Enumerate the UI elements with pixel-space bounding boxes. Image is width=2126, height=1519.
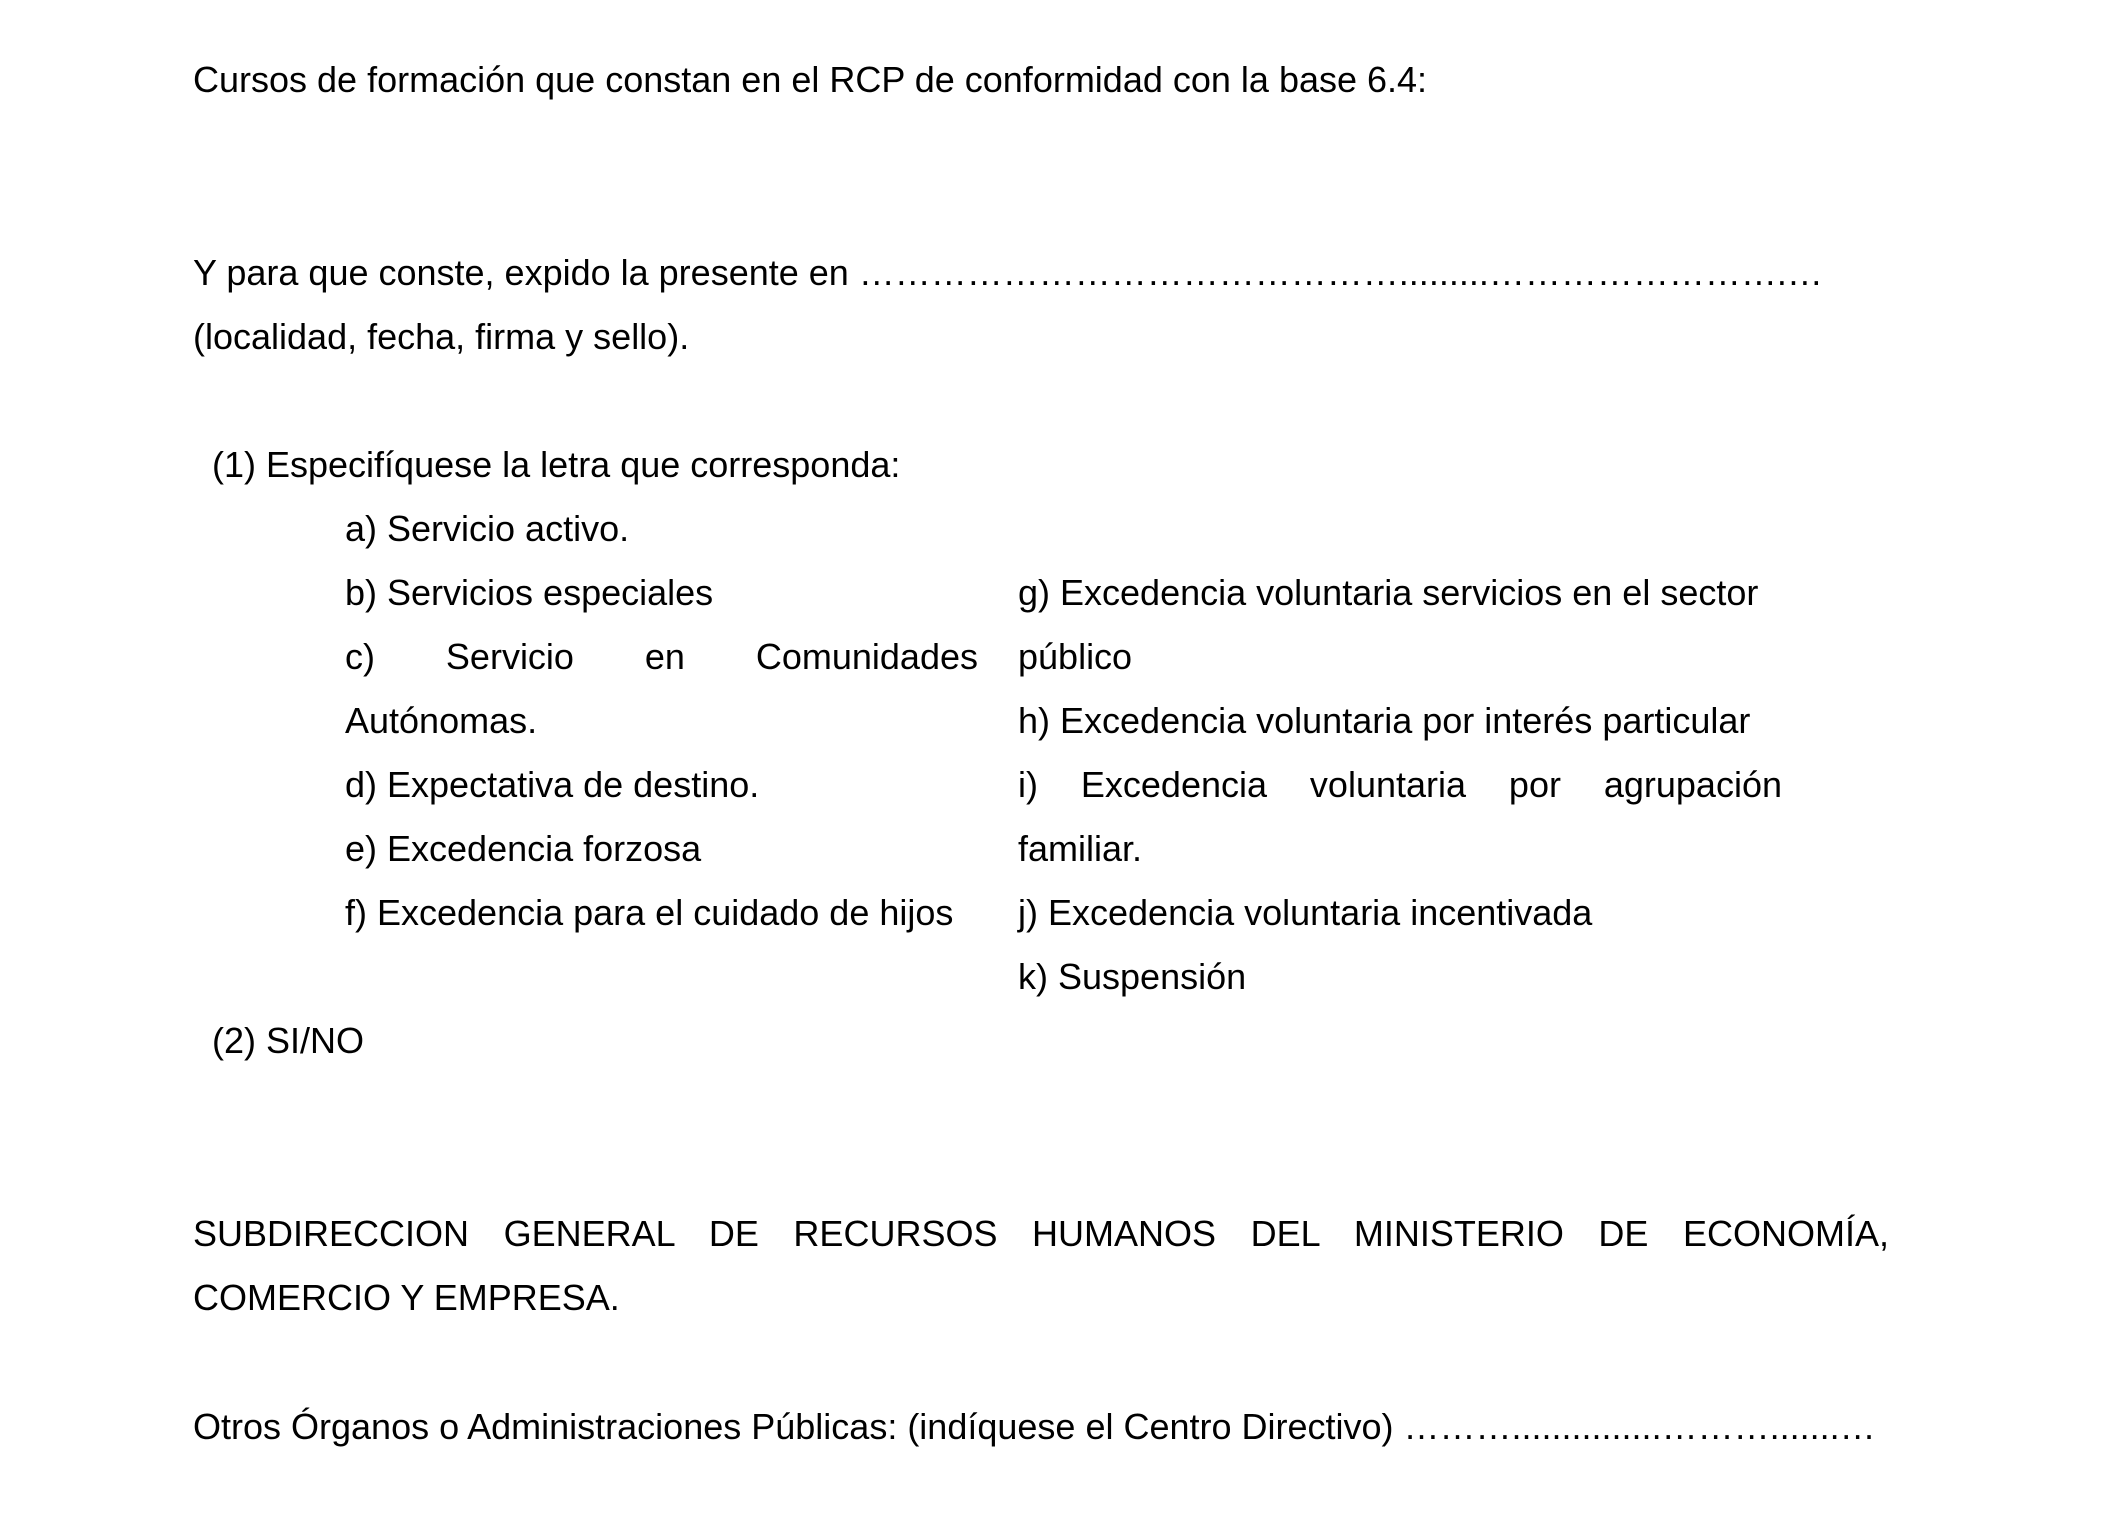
- option-c-continued: Autónomas.: [345, 700, 538, 741]
- certification-note: (localidad, fecha, firma y sello).: [193, 316, 690, 357]
- option-k: k) Suspensión: [1018, 956, 1247, 997]
- option-g: g) Excedencia voluntaria servicios en el sector: [1018, 572, 1759, 613]
- option-i-continued: familiar.: [1018, 828, 1143, 869]
- subdireccion-line-1: SUBDIRECCION GENERAL DE RECURSOS HUMANOS DEL MINISTERIO DE ECONOMÍA,: [193, 1213, 1889, 1254]
- option-d: d) Expectativa de destino.: [345, 764, 760, 805]
- courses-heading: Cursos de formación que constan en el RCP de conformidad con la base 6.4:: [193, 59, 1428, 100]
- option-a: a) Servicio activo.: [345, 508, 630, 549]
- option-f: f) Excedencia para el cuidado de hijos: [345, 892, 954, 933]
- certification-line: Y para que conste, expido la presente en ……………………………………….........…………………….…: [193, 252, 1823, 293]
- option-e: e) Excedencia forzosa: [345, 828, 702, 869]
- footnote-2: (2) SI/NO: [212, 1020, 365, 1061]
- subdireccion-line-2: COMERCIO Y EMPRESA.: [193, 1277, 620, 1318]
- option-i: i) Excedencia voluntaria por agrupación: [1018, 764, 1782, 805]
- option-c: c) Servicio en Comunidades: [345, 636, 978, 677]
- option-j: j) Excedencia voluntaria incentivada: [1018, 892, 1593, 933]
- footnote-1-title: (1) Especifíquese la letra que corresponda:: [212, 444, 901, 485]
- option-b: b) Servicios especiales: [345, 572, 714, 613]
- otros-organos-line: Otros Órganos o Administraciones Públicas: (indíquese el Centro Directivo) ………...............……….......…: [193, 1406, 1876, 1447]
- option-h: h) Excedencia voluntaria por interés particular: [1018, 700, 1751, 741]
- option-g-continued: público: [1018, 636, 1133, 677]
